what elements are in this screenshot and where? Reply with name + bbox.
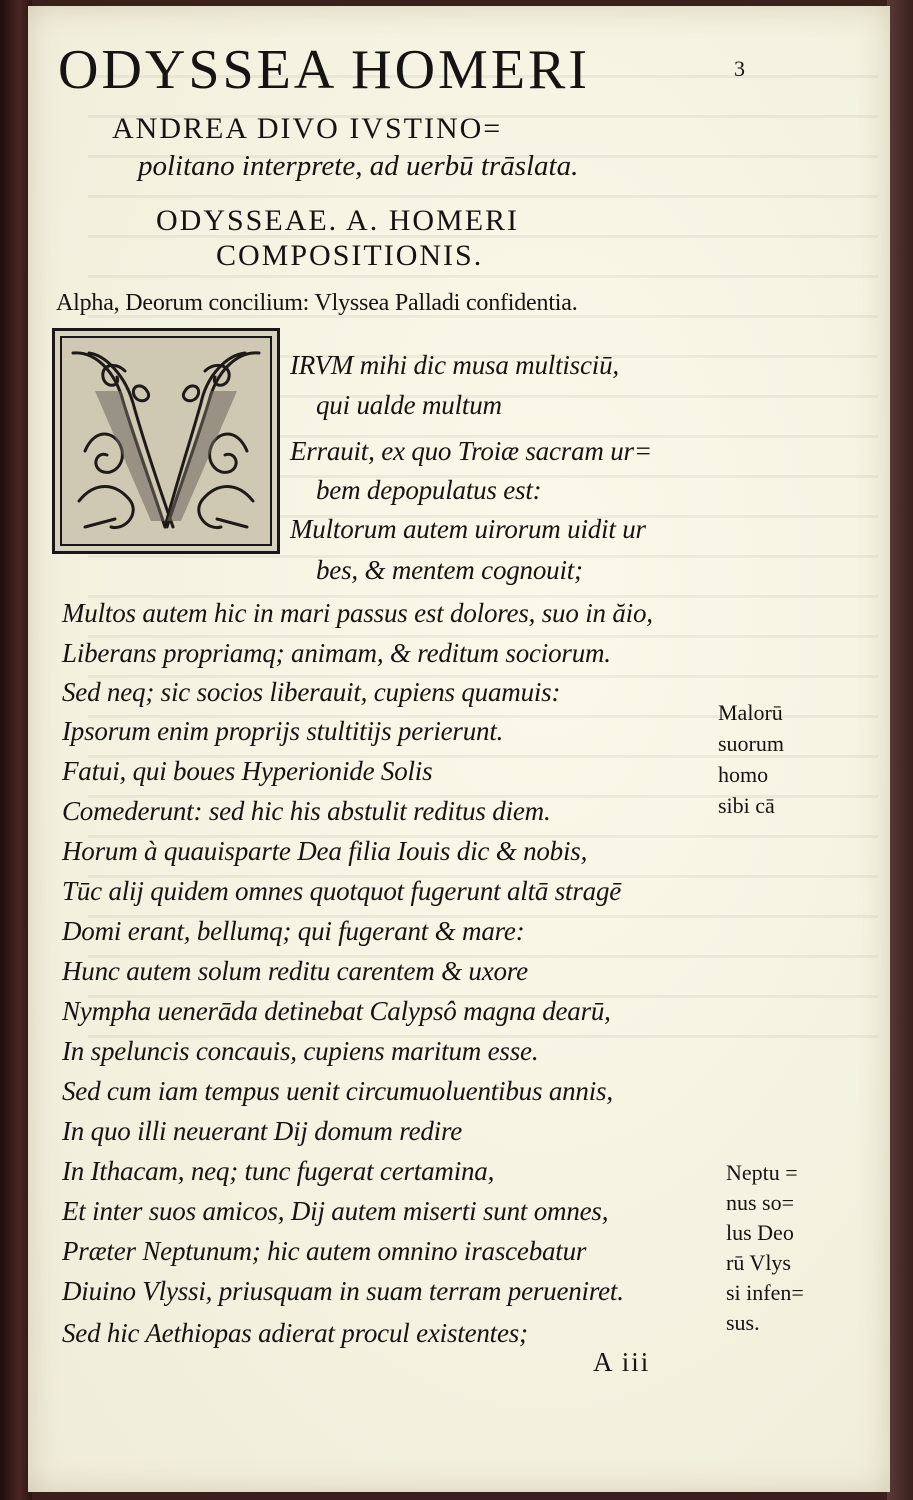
verse-line: Sed hic Aethiopas adierat procul existentes; — [62, 1318, 528, 1348]
page-title: ODYSSEA HOMERI — [58, 39, 591, 101]
marginal-note-line: nus so= — [726, 1190, 795, 1215]
signature-mark: A iii — [593, 1347, 651, 1377]
marginal-note-line: Malorū — [718, 700, 783, 725]
verse-line: Fatui, qui boues Hyperionide Solis — [62, 756, 433, 786]
verse-line: Sed neq; sic socios liberauit, cupiens quamuis: — [62, 677, 561, 707]
verse-line: Diuino Vlyssi, priusquam in suam terram perueniret. — [62, 1276, 624, 1306]
verse-line: Tūc alij quidem omnes quotquot fugerunt altā stragē — [62, 876, 622, 906]
marginal-note-line: sibi cā — [718, 793, 775, 818]
verse-line: Multos autem hic in mari passus est dolores, suo in ăio, — [62, 598, 653, 628]
verse-line: Et inter suos amicos, Dij autem miserti sunt omnes, — [62, 1196, 609, 1226]
marginal-note-line: Neptu = — [726, 1160, 798, 1185]
verse-line: Errauit, ex quo Troiæ sacram ur= — [290, 436, 652, 466]
marginal-note-line: homo — [718, 762, 769, 787]
verse-line: Ipsorum enim proprijs stultitijs perierunt. — [62, 716, 504, 746]
verse-line: bem depopulatus est: — [316, 475, 542, 505]
verse-line: bes, & mentem cognouit; — [316, 555, 583, 585]
verse-line: Hunc autem solum reditu carentem & uxore — [62, 956, 528, 986]
verse-line: Multorum autem uirorum uidit ur — [290, 514, 646, 544]
book-heading-cont: COMPOSITIONIS. — [216, 239, 484, 272]
verse-line: Nympha uenerāda detinebat Calypsô magna dearū, — [62, 996, 611, 1026]
verse-line: Domi erant, bellumq; qui fugerant & mare: — [62, 916, 525, 946]
decorated-initial-v-icon — [52, 328, 280, 554]
verse-line: In Ithacam, neq; tunc fugerat certamina, — [62, 1156, 495, 1186]
verse-line: Comederunt: sed hic his abstulit reditus diem. — [62, 796, 551, 826]
marginal-note-line: lus Deo — [726, 1220, 794, 1245]
marginal-note-line: sus. — [726, 1310, 760, 1335]
verse-line: Liberans propriamq; animam, & reditum sociorum. — [62, 638, 611, 668]
corner-mark: 3 — [734, 56, 745, 81]
verse-line: qui ualde multum — [316, 390, 502, 420]
translator-line-cont: politano interprete, ad uerbū trāslata. — [138, 150, 579, 182]
book-cover-edge — [887, 0, 913, 1500]
verse-line: In speluncis concauis, cupiens maritum esse. — [62, 1036, 539, 1066]
book-heading: ODYSSEAE. A. HOMERI — [156, 204, 520, 237]
translator-line: ANDREA DIVO IVSTINO= — [112, 112, 503, 145]
marginal-note-line: si infen= — [726, 1280, 804, 1305]
marginal-note-line: suorum — [718, 731, 784, 756]
marginal-note-line: rū Vlys — [726, 1250, 791, 1275]
argument-line: Alpha, Deorum concilium: Vlyssea Palladi confidentia. — [56, 290, 578, 316]
verse-line: IRVM mihi dic musa multisciū, — [290, 350, 619, 380]
verse-line: Horum à quauisparte Dea filia Iouis dic & nobis, — [62, 836, 588, 866]
verse-line: Præter Neptunum; hic autem omnino irascebatur — [62, 1236, 587, 1266]
verse-line: Sed cum iam tempus uenit circumuoluentibus annis, — [62, 1076, 613, 1106]
book-page — [28, 6, 890, 1492]
verse-line: In quo illi neuerant Dij domum redire — [62, 1116, 463, 1146]
